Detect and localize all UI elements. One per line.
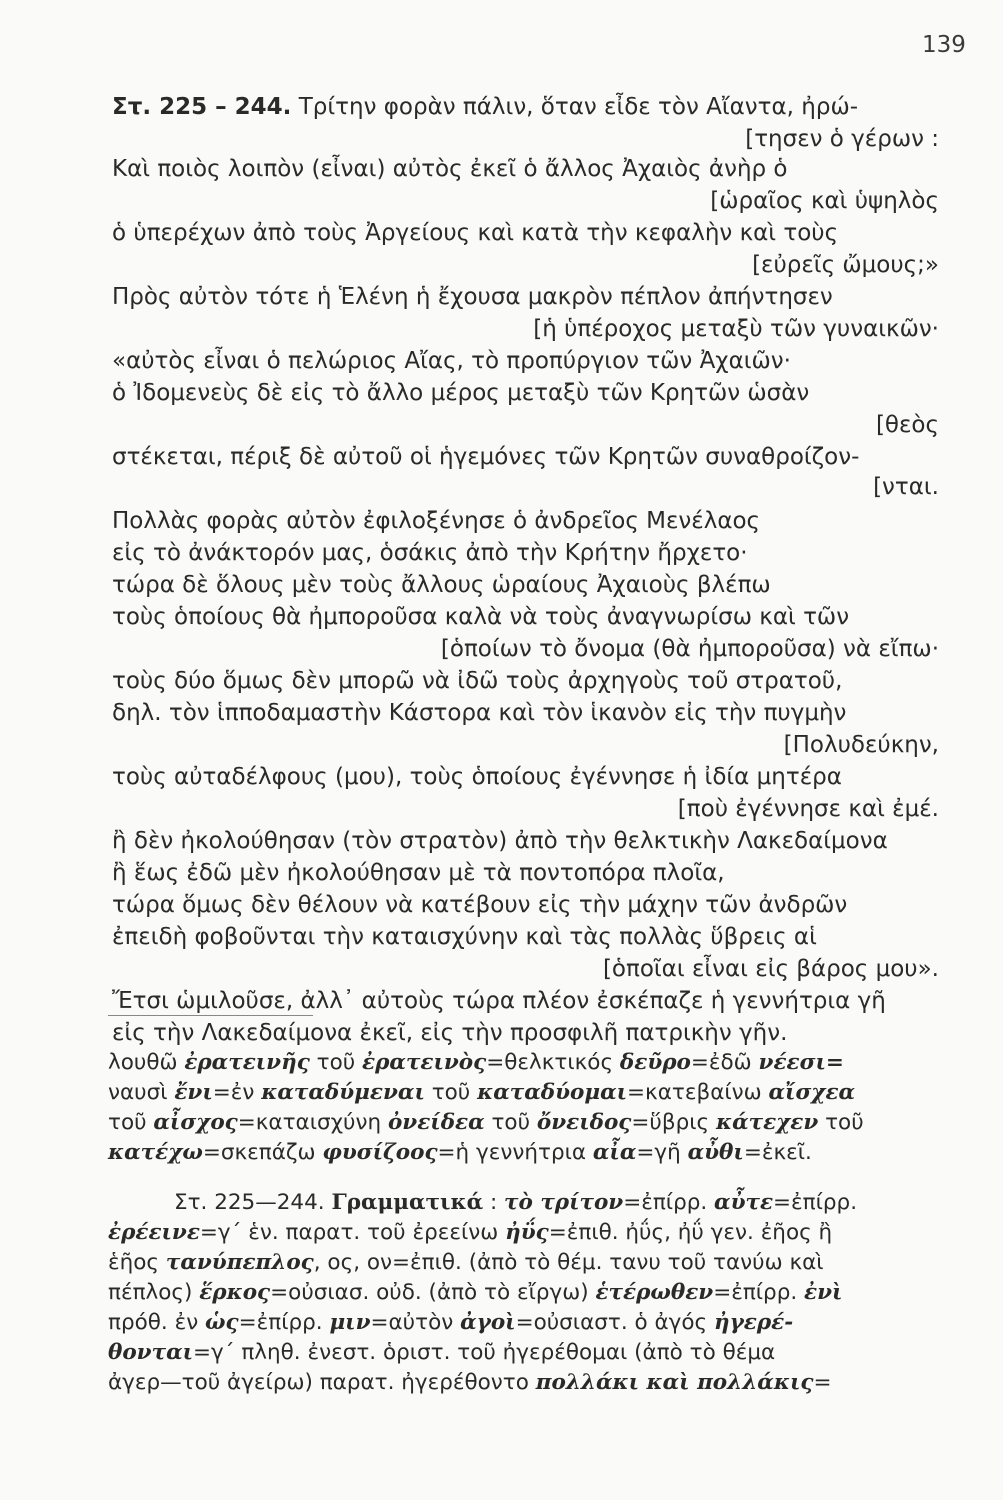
note-text: τοῦ	[309, 1050, 363, 1075]
note-headword: ἐνὶ	[804, 1280, 843, 1305]
text-line: εἰς τὴν Λακεδαίμονα ἐκεῖ, εἰς τὴν προσφιλῆ πατρικὴν γῆν.	[112, 1020, 788, 1046]
note-headword: νέεσι=	[758, 1050, 844, 1075]
note-text: =καταισχύνη	[237, 1110, 388, 1135]
note-text: =ἐκεῖ.	[743, 1140, 812, 1165]
note-headword: ἀγοὶ	[460, 1310, 516, 1335]
note-text: =οὐσιασ. οὐδ. (ἀπὸ τὸ εἴργω)	[270, 1280, 596, 1305]
text-line: [ὁποῖαι εἶναι εἰς βάρος μου».	[602, 956, 939, 982]
text-line: ἢ δὲν ἠκολούθησαν (τὸν στρατὸν) ἀπὸ τὴν θελκτικὴν Λακεδαίμονα	[112, 828, 888, 854]
note-text: =ἐπιθ. ἠΰς, ἠΰ γεν. ἐῆος ἢ	[548, 1220, 833, 1245]
line-text: Τρίτην φορὰν πάλιν, ὅταν εἶδε τὸν Αἴαντα, ἠρώ-	[298, 94, 859, 120]
text-line: τοὺς ὁποίους θὰ ἠμποροῦσα καλὰ νὰ τοὺς ἀναγνωρίσω καὶ τῶν	[112, 604, 850, 630]
text-line: ἐπειδὴ φοβοῦνται τὴν καταισχύνην καὶ τὰς πολλὰς ὕβρεις αἱ	[112, 924, 817, 950]
footnote-divider	[108, 1015, 313, 1016]
note-text: =κατεβαίνω	[627, 1080, 769, 1105]
text-line	[112, 92, 858, 122]
text-line: τοὺς δύο ὅμως δὲν μπορῶ νὰ ἰδῶ τοὺς ἀρχηγοὺς τοῦ στρατοῦ,	[112, 668, 843, 694]
note-headword: αὖθι	[687, 1140, 744, 1165]
note-text: =	[813, 1370, 832, 1395]
text-line: [νται.	[873, 474, 939, 500]
note-headword: ἔνι	[174, 1080, 213, 1105]
note-text: =ἐδῶ	[690, 1050, 759, 1075]
grammar-line	[174, 1188, 857, 1218]
note-headword: πολλάκι καὶ πολλάκις	[535, 1370, 814, 1395]
note-text: =αὐτὸν	[370, 1310, 461, 1335]
note-headword: κατέχω	[108, 1140, 203, 1165]
note-headword: ἠΰς	[505, 1220, 549, 1245]
text-line: Καὶ ποιὸς λοιπὸν (εἶναι) αὐτὸς ἐκεῖ ὁ ἄλλος Ἀχαιὸς ἀνὴρ ὁ	[112, 156, 788, 182]
glossary-line	[108, 1138, 812, 1168]
note-headword: θονται	[108, 1340, 194, 1365]
text-line: τώρα ὅμως δὲν θέλουν νὰ κατέβουν εἰς τὴν μάχην τῶν ἀνδρῶν	[112, 892, 848, 918]
glossary-line	[108, 1048, 844, 1078]
note-text: τοῦ	[424, 1080, 478, 1105]
note-text: =γ´ ἑν. παρατ. τοῦ ἐρεείνω	[199, 1220, 506, 1245]
text-line: [τησεν ὁ γέρων :	[745, 126, 939, 152]
grammar-line	[108, 1368, 831, 1398]
note-text: Στ. 225—244.	[174, 1190, 332, 1215]
note-headword: φυσίζοος	[322, 1140, 438, 1165]
note-text: =ἐπίρρ.	[623, 1190, 715, 1215]
text-line: δηλ. τὸν ἱπποδαμαστὴν Κάστορα καὶ τὸν ἱκανὸν εἰς τὴν πυγμὴν	[112, 700, 847, 726]
note-headword: αἴσχεα	[768, 1080, 856, 1105]
text-line: [θεὸς	[875, 412, 939, 438]
text-line: Πολλὰς φορὰς αὐτὸν ἐφιλοξένησε ὁ ἀνδρεῖος Μενέλαος	[112, 508, 761, 534]
text-line: [ὡραῖος καὶ ὑψηλὸς	[710, 188, 939, 214]
text-line: στέκεται, πέριξ δὲ αὐτοῦ οἱ ἡγεμόνες τῶν Κρητῶν συναθροίζον-	[112, 444, 860, 470]
note-text: =ἐπίρρ.	[773, 1190, 858, 1215]
note-headword: τὸ τρίτον	[504, 1190, 624, 1215]
note-headword: τανύπεπλος	[165, 1250, 314, 1275]
note-text: =γῆ	[636, 1140, 688, 1165]
text-line: [Πολυδεύκην,	[783, 732, 939, 758]
note-text: =ἐπίρρ.	[238, 1310, 330, 1335]
note-headword: ὀνείδεα	[387, 1110, 485, 1135]
grammar-line	[108, 1338, 775, 1368]
note-headword: καταδύομαι	[477, 1080, 628, 1105]
note-text: ἀγερ—τοῦ ἀγείρω) παρατ. ἠγερέθοντο	[108, 1370, 536, 1395]
note-text: =θελκτικός	[486, 1050, 620, 1075]
page-number: 139	[922, 32, 966, 58]
note-headword: ἕρκος	[199, 1280, 271, 1305]
note-text: =ἐν	[212, 1080, 262, 1105]
note-headword: ἐρέεινε	[108, 1220, 200, 1245]
note-headword: αἶσχος	[153, 1110, 238, 1135]
glossary-line	[108, 1078, 855, 1108]
note-text: λουθῶ	[108, 1050, 185, 1075]
text-line: εἰς τὸ ἀνάκτορόν μας, ὁσάκις ἀπὸ τὴν Κρήτην ἤρχετο·	[112, 540, 748, 566]
grammar-line	[108, 1248, 824, 1278]
note-text: =οὐσιαστ. ὁ ἀγός	[515, 1310, 714, 1335]
note-headword: ὡς	[205, 1310, 239, 1335]
grammar-line	[108, 1308, 793, 1338]
note-text: τοῦ	[108, 1110, 154, 1135]
note-heading: Γραμματικά	[331, 1190, 484, 1215]
verse-reference: Στ. 225 – 244.	[112, 94, 292, 120]
text-line: «αὐτὸς εἶναι ὁ πελώριος Αἴας, τὸ προπύργιον τῶν Ἀχαιῶν·	[112, 348, 791, 374]
note-headword: αὖτε	[714, 1190, 774, 1215]
note-headword: κάτεχεν	[715, 1110, 819, 1135]
note-headword: ὄνειδος	[536, 1110, 632, 1135]
text-line: [ποὺ ἐγέννησε καὶ ἐμέ.	[677, 796, 939, 822]
note-headword: δεῦρο	[619, 1050, 691, 1075]
note-headword: ἐρατεινὸς	[362, 1050, 487, 1075]
note-headword: μιν	[329, 1310, 371, 1335]
text-line: Πρὸς αὐτὸν τότε ἡ Ἑλένη ἡ ἔχουσα μακρὸν πέπλον ἀπήντησεν	[112, 284, 833, 310]
note-text: τοῦ	[484, 1110, 537, 1135]
note-text: πρόθ. ἐν	[108, 1310, 206, 1335]
text-line: Ἔτσι ὡμιλοῦσε, ἀλλ᾽ αὐτοὺς τώρα πλέον ἐσκέπαζε ἡ γεννήτρια γῆ	[112, 988, 886, 1014]
text-line: ὁ ὑπερέχων ἀπὸ τοὺς Ἀργείους καὶ κατὰ τὴν κεφαλὴν καὶ τοὺς	[112, 220, 839, 246]
text-line: [ἡ ὑπέροχος μεταξὺ τῶν γυναικῶν·	[533, 316, 939, 342]
text-line: ὁ Ἰδομενεὺς δὲ εἰς τὸ ἄλλο μέρος μεταξὺ τῶν Κρητῶν ὡσὰν	[112, 380, 810, 406]
note-text: πέπλος)	[108, 1280, 200, 1305]
note-text: ἑῆος	[108, 1250, 166, 1275]
text-line: τώρα δὲ ὅλους μὲν τοὺς ἄλλους ὡραίους Ἀχαιοὺς βλέπω	[112, 572, 771, 598]
note-headword: καταδύμεναι	[261, 1080, 425, 1105]
note-text: =γ´ πληθ. ἐνεστ. ὁριστ. τοῦ ἠγερέθομαι (ἀπὸ τὸ θέμα	[193, 1340, 776, 1365]
text-line: [ὁποίων τὸ ὄνομα (θὰ ἠμποροῦσα) νὰ εἴπω·	[440, 636, 939, 662]
text-line: ἢ ἕως ἐδῶ μὲν ἠκολούθησαν μὲ τὰ ποντοπόρα πλοῖα,	[112, 860, 725, 886]
text-line: [εὐρεῖς ὤμους;»	[752, 252, 939, 278]
note-text: =ἐπίρρ.	[713, 1280, 805, 1305]
grammar-line	[108, 1278, 842, 1308]
note-text: ναυσὶ	[108, 1080, 175, 1105]
note-text: :	[483, 1190, 505, 1215]
note-text: =ὕβρις	[631, 1110, 716, 1135]
note-headword: αἶα	[592, 1140, 637, 1165]
note-headword: ἐρατεινῆς	[184, 1050, 310, 1075]
note-text: =σκεπάζω	[202, 1140, 323, 1165]
note-headword: ἑτέρωθεν	[595, 1280, 714, 1305]
note-text: τοῦ	[818, 1110, 864, 1135]
note-text: , ος, ον=ἐπιθ. (ἀπὸ τὸ θέμ. τανυ τοῦ τανύω καὶ	[313, 1250, 824, 1275]
grammar-line	[108, 1218, 832, 1248]
text-line: τοὺς αὐταδέλφους (μου), τοὺς ὁποίους ἐγέννησε ἡ ἰδία μητέρα	[112, 764, 842, 790]
glossary-line	[108, 1108, 864, 1138]
note-text: =ἡ γεννήτρια	[437, 1140, 593, 1165]
note-headword: ἠγερέ-	[713, 1310, 794, 1335]
